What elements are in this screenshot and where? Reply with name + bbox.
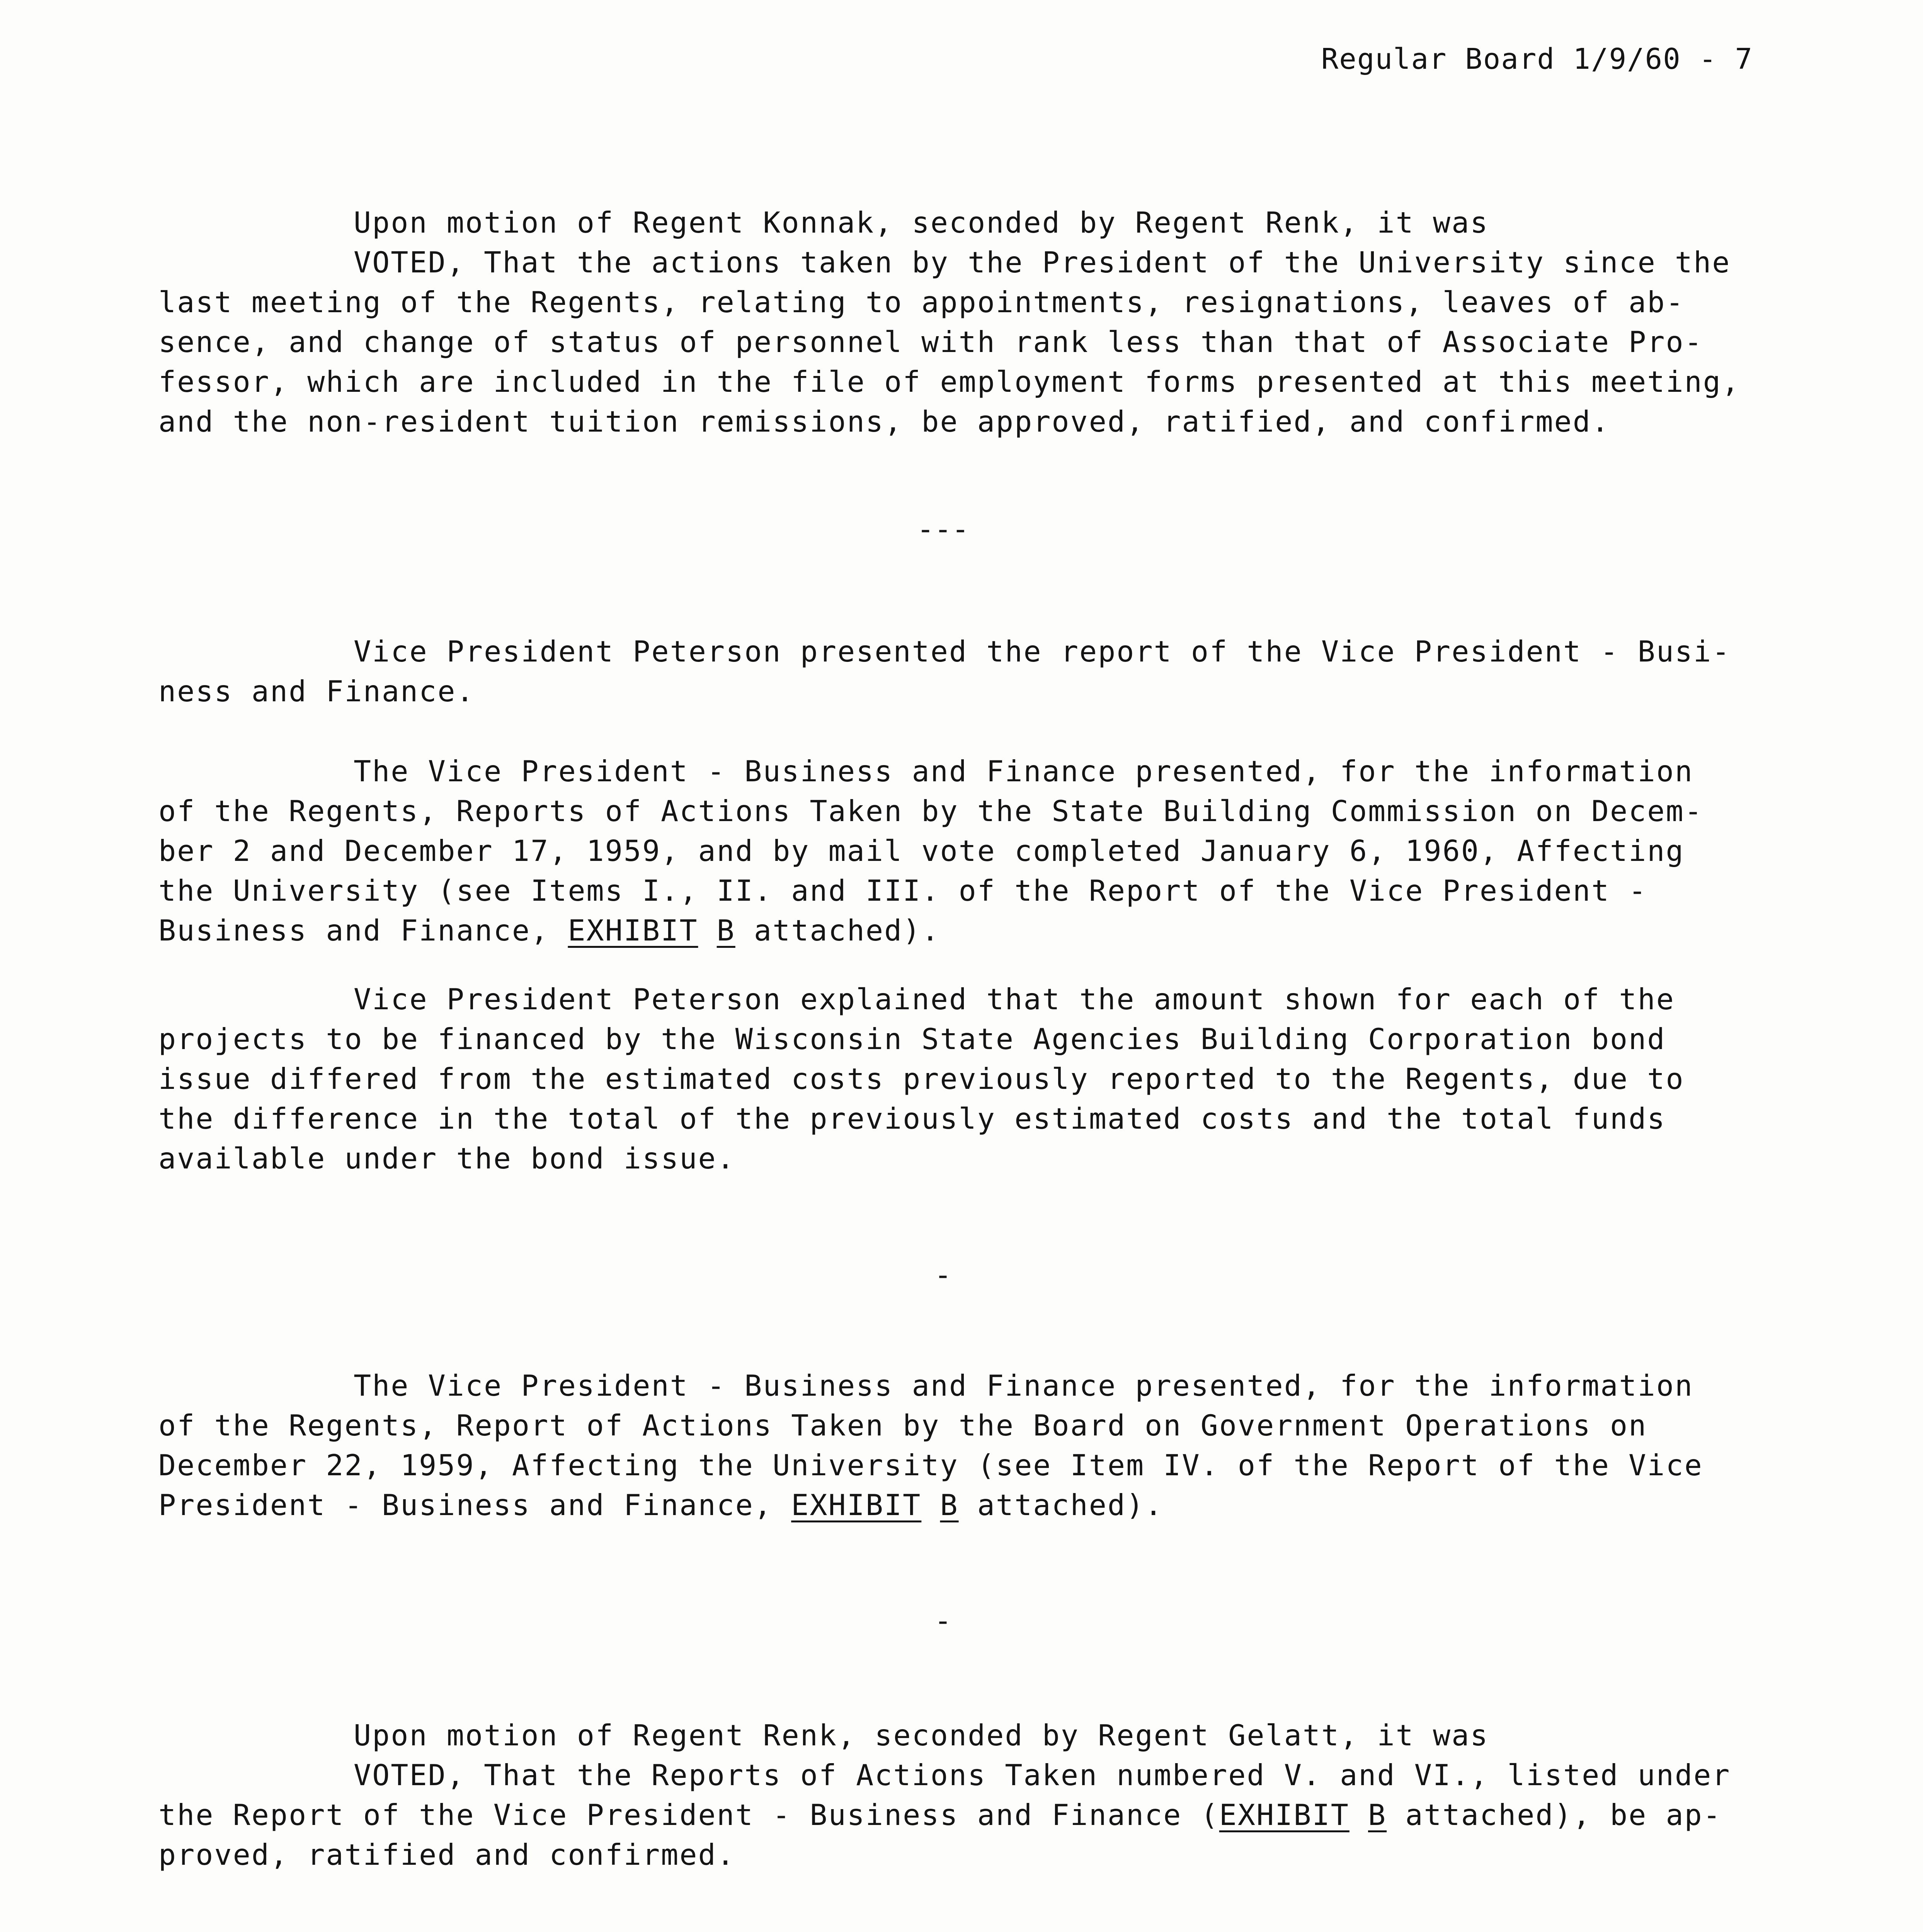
text-segment: President - Business and Finance, [158, 1488, 791, 1522]
text-line: December 22, 1959, Affecting the University (see Item IV. of the Report of the Vice [158, 1448, 1703, 1482]
text-line: of the Regents, Report of Actions Taken by the Board on Government Operations on [158, 1408, 1647, 1442]
text-line: Upon motion of Regent Konnak, seconded by Regent Renk, it was [354, 206, 1489, 240]
text-line [158, 1795, 1812, 1835]
text-line: VOTED, That the actions taken by the President of the University since the [354, 245, 1731, 279]
text-segment: attached). [958, 1488, 1164, 1522]
text-line: fessor, which are included in the file of employment forms presented at this meeting, [158, 365, 1741, 399]
text-line: Upon motion of Regent Renk, seconded by Regent Gelatt, it was [354, 1718, 1489, 1752]
text-line: of the Regents, Reports of Actions Taken by the State Building Commission on Decem- [158, 794, 1703, 828]
text-line: Vice President Peterson presented the report of the Vice President - Busi- [354, 634, 1731, 668]
exhibit-reference: EXHIBIT [1219, 1798, 1350, 1832]
text-line: sence, and change of status of personnel with rank less than that of Associate Pro- [158, 325, 1703, 359]
text-line: The Vice President - Business and Finance presented, for the information [354, 1369, 1694, 1403]
exhibit-reference: EXHIBIT [568, 913, 698, 947]
text-line: proved, ratified and confirmed. [158, 1838, 735, 1872]
text-line: projects to be financed by the Wisconsin State Agencies Building Corporation bond [158, 1022, 1666, 1056]
section-separator: --- [917, 512, 969, 546]
exhibit-letter: B [940, 1488, 959, 1522]
text-segment: the Report of the Vice President - Business and Finance ( [158, 1798, 1219, 1832]
exhibit-reference: EXHIBIT [791, 1488, 922, 1522]
exhibit-letter: B [1368, 1798, 1387, 1832]
text-segment: attached), be ap- [1387, 1798, 1722, 1832]
text-line: ber 2 and December 17, 1959, and by mail vote completed January 6, 1960, Affecting [158, 834, 1685, 868]
text-line: the difference in the total of the previously estimated costs and the total funds [158, 1102, 1666, 1136]
paragraph-government-operations [158, 1366, 1812, 1525]
paragraph-motion-renk [158, 1716, 1812, 1875]
paragraph-building-commission [158, 752, 1812, 951]
text-line: The Vice President - Business and Finance presented, for the information [354, 754, 1694, 788]
paragraph-motion-konnak [158, 203, 1812, 442]
text-line: the University (see Items I., II. and III. of the Report of the Vice President - [158, 874, 1647, 908]
section-separator: - [934, 1258, 952, 1292]
text-line: last meeting of the Regents, relating to appointments, resignations, leaves of ab- [158, 285, 1685, 319]
text-line: issue differed from the estimated costs previously reported to the Regents, due to [158, 1062, 1685, 1096]
text-line [158, 911, 1812, 951]
exhibit-letter: B [716, 913, 735, 947]
text-line: ness and Finance. [158, 674, 475, 708]
text-line: Vice President Peterson explained that the amount shown for each of the [354, 982, 1675, 1016]
paragraph-peterson-explanation [158, 980, 1812, 1179]
running-header: Regular Board 1/9/60 - 7 [1321, 43, 1753, 76]
text-segment: Business and Finance, [158, 913, 568, 947]
section-separator: - [934, 1604, 952, 1638]
paragraph-peterson-report [158, 632, 1812, 711]
text-line: VOTED, That the Reports of Actions Taken numbered V. and VI., listed under [354, 1758, 1731, 1792]
text-line: and the non-resident tuition remissions, be approved, ratified, and confirmed. [158, 405, 1610, 439]
text-line [158, 1485, 1812, 1525]
text-line: available under the bond issue. [158, 1141, 735, 1175]
text-segment: attached). [735, 913, 940, 947]
